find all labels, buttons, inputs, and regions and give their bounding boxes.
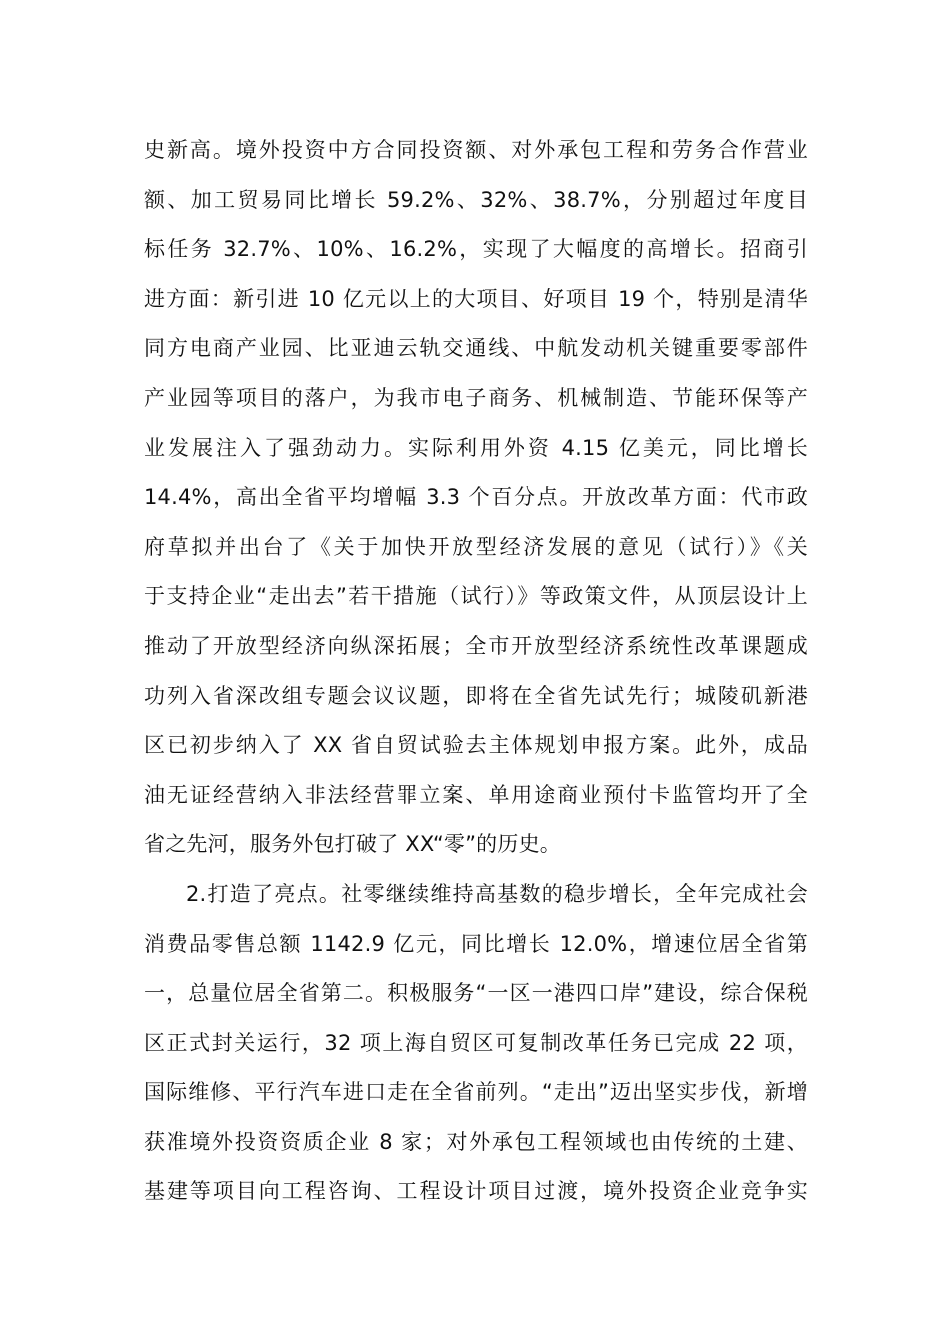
text-line: 国际维修、平行汽车进口走在全省前列。“走出”迈出坚实步伐，新增 (144, 1080, 808, 1105)
text-line: 进方面：新引进 10 亿元以上的大项目、好项目 19 个，特别是清华 (144, 286, 808, 311)
text-line: 功列入省深改组专题会议议题，即将在全省先试先行；城陵矶新港 (144, 683, 808, 708)
text-line: 一，总量位居全省第二。积极服务“一区一港四口岸”建设，综合保税 (144, 981, 808, 1006)
text-line: 府草拟并出台了《关于加快开放型经济发展的意见（试行）》《关 (144, 534, 808, 559)
text-line: 于支持企业“走出去”若干措施（试行）》等政策文件，从顶层设计上 (144, 584, 808, 609)
text-line: 推动了开放型经济向纵深拓展；全市开放型经济系统性改革课题成 (144, 633, 808, 658)
text-line: 区正式封关运行，32 项上海自贸区可复制改革任务已完成 22 项， (144, 1030, 808, 1055)
text-line-paragraph-start: 2.打造了亮点。社零继续维持高基数的稳步增长，全年完成社会 (186, 881, 808, 906)
text-line: 基建等项目向工程咨询、工程设计项目过渡，境外投资企业竞争实 (144, 1179, 808, 1204)
text-line: 获准境外投资资质企业 8 家；对外承包工程领域也由传统的土建、 (144, 1129, 808, 1154)
text-line: 业发展注入了强劲动力。实际利用外资 4.15 亿美元，同比增长 (144, 435, 808, 460)
text-line: 油无证经营纳入非法经营罪立案、单用途商业预付卡监管均开了全 (144, 782, 808, 807)
text-line-paragraph-end: 省之先河，服务外包打破了 XX“零”的历史。 (144, 832, 561, 857)
document-body (144, 126, 808, 1217)
text-line: 标任务 32.7%、10%、16.2%，实现了大幅度的高增长。招商引 (144, 237, 808, 262)
text-line: 同方电商产业园、比亚迪云轨交通线、中航发动机关键重要零部件 (144, 336, 808, 361)
text-line: 产业园等项目的落户，为我市电子商务、机械制造、节能环保等产 (144, 385, 808, 410)
text-line: 史新高。境外投资中方合同投资额、对外承包工程和劳务合作营业 (144, 138, 808, 162)
text-line: 14.4%，高出全省平均增幅 3.3 个百分点。开放改革方面：代市政 (144, 485, 808, 510)
text-line: 消费品零售总额 1142.9 亿元，同比增长 12.0%，增速位居全省第 (144, 931, 808, 956)
text-line: 额、加工贸易同比增长 59.2%、32%、38.7%，分别超过年度目 (144, 187, 808, 212)
text-line: 区已初步纳入了 XX 省自贸试验去主体规划申报方案。此外，成品 (144, 733, 808, 758)
